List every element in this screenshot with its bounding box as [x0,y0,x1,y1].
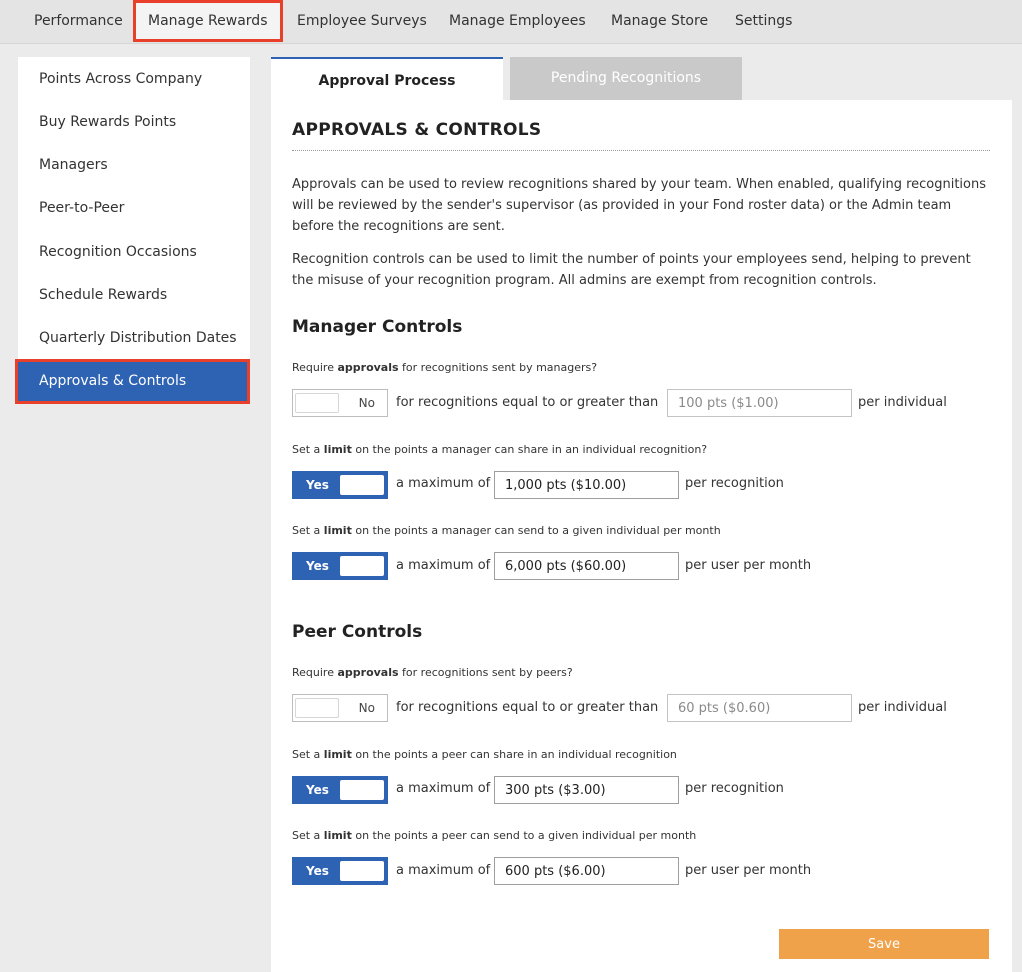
nav-manage-store[interactable]: Manage Store [611,13,709,29]
peer-limit-month-input[interactable] [494,857,679,885]
peer-limit-individual-toggle[interactable] [292,776,388,804]
toggle-knob [340,475,384,495]
nav-manage-rewards[interactable]: Manage Rewards [133,0,283,42]
sidebar [18,57,250,403]
sidebar-item-peer-to-peer[interactable]: Peer-to-Peer [39,200,125,216]
peer-controls-title: Peer Controls [292,622,423,642]
sidebar-item-points-across-company[interactable]: Points Across Company [39,71,203,87]
peer-approvals-suffix: per individual [858,700,947,715]
manager-limit-individual-toggle[interactable] [292,471,388,499]
manager-limit-month-toggle[interactable] [292,552,388,580]
peer-approvals-toggle[interactable] [292,694,388,722]
toggle-label: Yes [306,864,329,878]
toggle-label: Yes [306,478,329,492]
peer-approvals-question: Require approvals for recognitions sent by peers? [292,666,573,679]
sidebar-item-schedule-rewards[interactable]: Schedule Rewards [39,287,168,303]
manager-limit-month-input[interactable] [494,552,679,580]
peer-approvals-threshold-input[interactable] [667,694,852,722]
toggle-knob [340,556,384,576]
toggle-label: Yes [306,559,329,573]
sidebar-item-quarterly-distribution-dates[interactable]: Quarterly Distribution Dates [39,330,237,346]
peer-limit-individual-label: a maximum of [396,781,491,796]
nav-employee-surveys[interactable]: Employee Surveys [297,13,427,29]
toggle-knob [340,780,384,800]
manager-limit-individual-question: Set a limit on the points a manager can share in an individual recognition? [292,443,708,456]
manager-approvals-question: Require approvals for recognitions sent by managers? [292,361,598,374]
sidebar-item-managers[interactable]: Managers [39,157,108,173]
toggle-label: Yes [306,783,329,797]
save-button[interactable]: Save [779,929,989,959]
peer-limit-month-toggle[interactable] [292,857,388,885]
intro-approvals-text: Approvals can be used to review recognitions shared by your team. When enabled, qualifying recognitions will be reviewed by the sender's supervisor (as provided in your Fond roster data) or the Admin team before the recognitions are sent. [292,177,987,234]
nav-performance[interactable]: Performance [34,13,123,29]
nav-manage-employees[interactable]: Manage Employees [449,13,586,29]
sidebar-item-recognition-occasions[interactable]: Recognition Occasions [39,244,197,260]
divider [292,150,990,151]
manager-limit-month-label: a maximum of [396,558,491,573]
top-nav [0,0,1022,44]
manager-limit-month-question: Set a limit on the points a manager can send to a given individual per month [292,524,721,537]
peer-limit-individual-suffix: per recognition [685,781,784,796]
peer-approvals-label: for recognitions equal to or greater than [396,700,659,715]
peer-limit-individual-input[interactable] [494,776,679,804]
nav-settings[interactable]: Settings [735,13,793,29]
page-title: APPROVALS & CONTROLS [292,120,542,140]
manager-controls-title: Manager Controls [292,317,463,337]
intro-controls-text: Recognition controls can be used to limit the number of points your employees send, helping to prevent the misuse of your recognition program. All admins are exempt from recognition controls. [292,252,971,288]
toggle-label: No [358,396,375,410]
peer-limit-month-suffix: per user per month [685,863,812,878]
manager-approvals-threshold-input[interactable] [667,389,852,417]
manager-approvals-toggle[interactable] [292,389,388,417]
toggle-knob [295,393,339,413]
manager-limit-individual-label: a maximum of [396,476,491,491]
toggle-knob [340,861,384,881]
manager-limit-individual-input[interactable] [494,471,679,499]
manager-approvals-suffix: per individual [858,395,947,410]
peer-limit-month-question: Set a limit on the points a peer can send to a given individual per month [292,829,697,842]
main-panel [271,100,1012,972]
tab-approval-process[interactable]: Approval Process [271,57,503,100]
tab-pending-recognitions[interactable]: Pending Recognitions [510,57,742,100]
sidebar-item-buy-rewards-points[interactable]: Buy Rewards Points [39,114,177,130]
toggle-knob [295,698,339,718]
sidebar-item-approvals-controls[interactable]: Approvals & Controls [15,359,250,404]
manager-limit-individual-suffix: per recognition [685,476,784,491]
toggle-label: No [358,701,375,715]
manager-approvals-label: for recognitions equal to or greater than [396,395,659,410]
peer-limit-month-label: a maximum of [396,863,491,878]
peer-limit-individual-question: Set a limit on the points a peer can share in an individual recognition [292,748,677,761]
manager-limit-month-suffix: per user per month [685,558,812,573]
